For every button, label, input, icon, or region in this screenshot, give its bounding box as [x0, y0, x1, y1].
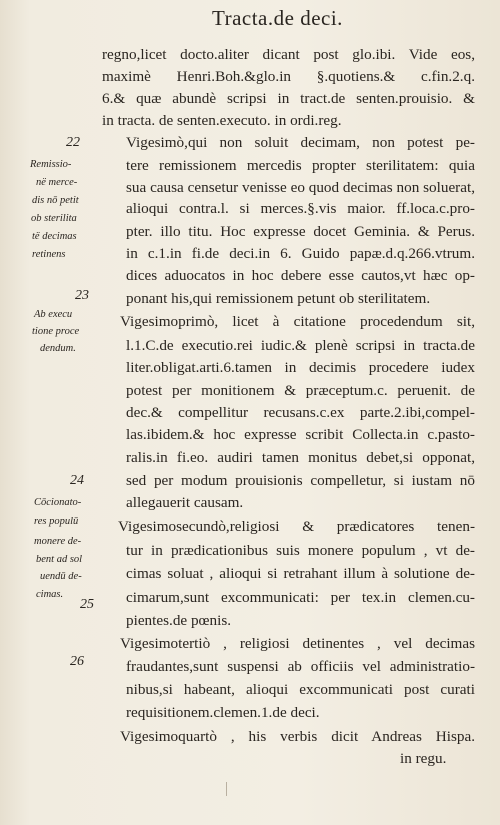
- margin-note: res populū: [34, 516, 79, 527]
- text-line: tur in prædicationibus suis monere populum , vt de-: [126, 542, 475, 559]
- margin-note: retinens: [32, 249, 66, 260]
- margin-note: të decimas: [32, 231, 77, 242]
- text-line: sed per modum prouisionis compelletur, si iustam nō: [126, 472, 475, 489]
- paragraph-number: 26: [70, 654, 84, 669]
- text-line: requisitionem.clemen.1.de deci.: [126, 704, 320, 721]
- text-line: alioqui contra.l. si merces.§.vis maior. ff.loca.c.pro-: [126, 200, 475, 217]
- text-line: nibus,si habeant, alioqui excommunicati post curati: [126, 681, 475, 698]
- margin-note: ob sterilita: [31, 213, 77, 224]
- margin-note: dis nō petit: [32, 195, 79, 206]
- margin-note: monere de-: [34, 536, 82, 547]
- text-line: cimarum,sunt excommunicati: per tex.in clemen.cu-: [126, 589, 475, 606]
- text-line: fraudantes,sunt suspensi ab officiis vel administratio-: [126, 658, 475, 675]
- text-line: ralis.in fi.eo. audiri tamen monitus debet,si opponat,: [126, 449, 475, 466]
- text-line: pter. illo titu. Hoc expresse docet Geminia. & Perus.: [126, 223, 475, 240]
- margin-note: dendum.: [40, 343, 76, 354]
- text-line: dec.& compellitur recusans.c.ex parte.2.ibi,compel-: [126, 404, 475, 421]
- paragraph-number: 24: [70, 473, 84, 488]
- text-line: cimas soluat , alioqui si retrahant illum à solutione de-: [126, 565, 475, 582]
- text-line: ponant his,qui remissionem petunt ob sterilitatem.: [126, 290, 431, 307]
- text-line: in tracta. de senten.executo. in ordi.reg.: [102, 112, 342, 129]
- text-line: liter.obligat.arti.6.tamen in decimis procedere iudex: [126, 359, 475, 376]
- text-line: l.1.C.de executio.rei iudic.& plenè scripsi in tracta.de: [126, 337, 475, 354]
- text-line: 6.& quæ abundè scripsi in tract.de senten.prouisio. &: [102, 90, 475, 107]
- text-line: las.ibidem.& hoc expresse scribit Collecta.in c.pasto-: [126, 426, 475, 443]
- text-line: regno,licet docto.aliter dicant post glo.ibi. Vide eos,: [102, 46, 475, 63]
- text-line: in regu.: [400, 750, 447, 767]
- text-line: Vigesimoquartò , his verbis dicit Andreas Hispa.: [120, 728, 475, 745]
- margin-note: uendū de-: [40, 571, 82, 582]
- paragraph-number: 25: [80, 597, 94, 612]
- paragraph-number: 23: [75, 288, 89, 303]
- text-line: Vigesimosecundò,religiosi & prædicatores tenen-: [118, 518, 475, 535]
- text-line: dices aduocatos in hoc debere esse cautos,vt hæc op-: [126, 267, 475, 284]
- text-line: allegauerit causam.: [126, 494, 244, 511]
- text-line: sua causa censetur venisse eo quod decimas non soluerat,: [126, 179, 475, 196]
- text-line: maximè Henri.Boh.&glo.in §.quotiens.& c.fin.2.q.: [102, 68, 475, 85]
- text-line: Vigesimoprimò, licet à citatione procedendum sit,: [120, 313, 475, 330]
- text-line: in c.1.in fi.de deci.in 6. Guido papæ.d.q.266.vtrum.: [126, 245, 475, 262]
- margin-note: Remissio-: [30, 159, 72, 170]
- paragraph-number: 22: [66, 135, 80, 150]
- text-line: potest per monitionem & præceptum.c. peruenit. de: [126, 382, 475, 399]
- text-line: Vigesimotertiò , religiosi detinentes , vel decimas: [120, 635, 475, 652]
- running-head: Tracta.de deci.: [212, 6, 343, 30]
- margin-note: tione proce: [32, 326, 80, 337]
- margin-note: në merce-: [36, 177, 78, 188]
- text-line: Vigesimò,qui non soluit decimam, non potest pe-: [126, 134, 475, 151]
- margin-note: bent ad sol: [36, 554, 83, 565]
- footer-mark: [226, 782, 231, 796]
- text-line: pientes.de pœnis.: [126, 612, 232, 629]
- margin-note: Cōcionato-: [34, 497, 82, 508]
- margin-note: cimas.: [36, 589, 64, 600]
- text-line: tere remissionem mercedis propter sterilitatem: quia: [126, 157, 475, 174]
- margin-note: Ab execu: [34, 309, 73, 320]
